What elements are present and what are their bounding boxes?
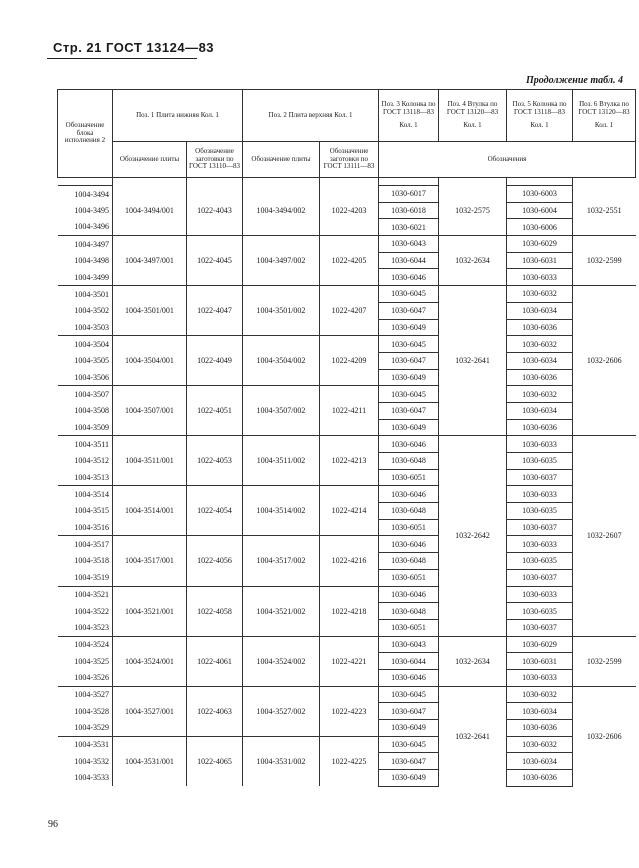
block-designation: 1004-3503 (74, 322, 109, 332)
col-block-header: Обозначение блока исполнения 2 (58, 90, 113, 178)
pos3-column: 1030-6049 (379, 770, 439, 787)
pos2-blank: 1022-4218 (320, 586, 379, 636)
pos6-bushing: 1032-2599 (573, 236, 636, 286)
pos1-blank: 1022-4053 (187, 436, 243, 486)
pos1-plate: 1004-3527/001 (113, 686, 187, 736)
pos5-column: 1030-6033 (507, 586, 573, 603)
pos5-column: 1030-6036 (507, 770, 573, 787)
pos2-plate: 1004-3504/002 (243, 336, 320, 386)
pos5-column: 1030-6036 (507, 319, 573, 336)
pos2-plate: 1004-3511/002 (243, 436, 320, 486)
block-designation: 1004-3516 (74, 522, 109, 532)
pos3-column: 1030-6047 (379, 402, 439, 419)
table-row (58, 486, 636, 503)
pos4-header: Поз. 4 Втулка по ГОСТ 13120—83 Кол. 1 (439, 90, 507, 142)
pos3-column: 1030-6018 (379, 202, 439, 219)
pos5-column: 1030-6036 (507, 369, 573, 386)
pos2-plate: 1004-3517/002 (243, 536, 320, 586)
pos2-blank: 1022-4214 (320, 486, 379, 536)
block-designation: 1004-3509 (74, 422, 109, 432)
pos5-column: 1030-6037 (507, 569, 573, 586)
table-row (58, 436, 636, 453)
pos1-blank-header: Обозначение заготовки по ГОСТ 13110—83 (187, 142, 243, 178)
block-designation: 1004-3495 (74, 206, 109, 216)
pos1-plate: 1004-3494/001 (113, 186, 187, 236)
pos2-plate: 1004-3524/002 (243, 636, 320, 686)
pos2-blank: 1022-4209 (320, 336, 379, 386)
page-number: 96 (48, 819, 58, 830)
pos2-blank: 1022-4203 (320, 186, 379, 236)
pos2-plate: 1004-3521/002 (243, 586, 320, 636)
pos3-column: 1030-6045 (379, 286, 439, 303)
pos5-column: 1030-6037 (507, 619, 573, 636)
pos1-blank: 1022-4058 (187, 586, 243, 636)
pos1-blank: 1022-4063 (187, 686, 243, 736)
pos2-blank: 1022-4221 (320, 636, 379, 686)
pos1-plate: 1004-3504/001 (113, 336, 187, 386)
pos5-column: 1030-6033 (507, 669, 573, 686)
pos4-bushing: 1032-2634 (439, 636, 507, 686)
pos5-column: 1030-6037 (507, 469, 573, 486)
pos2-blank: 1022-4223 (320, 686, 379, 736)
pos6-bushing: 1032-2606 (573, 286, 636, 436)
pos2-plate: 1004-3531/002 (243, 736, 320, 786)
table-row (58, 186, 636, 203)
pos3-column: 1030-6051 (379, 469, 439, 486)
pos3-column: 1030-6049 (379, 720, 439, 737)
block-designation: 1004-3529 (74, 723, 109, 733)
block-designation: 1004-3499 (74, 272, 109, 282)
pos5-column: 1030-6032 (507, 286, 573, 303)
pos3-column: 1030-6047 (379, 302, 439, 319)
pos2-header: Поз. 2 Плита верхняя Кол. 1 (243, 90, 379, 142)
pos3-column: 1030-6044 (379, 252, 439, 269)
pos3-column: 1030-6045 (379, 736, 439, 753)
block-designation: 1004-3521 (58, 586, 113, 603)
pos3-column: 1030-6017 (379, 186, 439, 203)
pos5-column: 1030-6032 (507, 736, 573, 753)
pos4-bushing: 1032-2641 (439, 686, 507, 786)
pos5-column: 1030-6032 (507, 336, 573, 353)
pos3-column: 1030-6047 (379, 352, 439, 369)
pos3-column: 1030-6043 (379, 636, 439, 653)
pos1-plate: 1004-3531/001 (113, 736, 187, 786)
block-designation: 1004-3501 (58, 286, 113, 303)
pos1-blank: 1022-4054 (187, 486, 243, 536)
pos2-plate: 1004-3501/002 (243, 286, 320, 336)
block-designation: 1004-3518 (74, 556, 109, 566)
pos1-blank: 1022-4049 (187, 336, 243, 386)
pos1-plate: 1004-3514/001 (113, 486, 187, 536)
pos3-column: 1030-6046 (379, 536, 439, 553)
pos3-column: 1030-6049 (379, 369, 439, 386)
pos5-column: 1030-6035 (507, 553, 573, 570)
block-designation: 1004-3502 (74, 306, 109, 316)
designation-header: Обозначения (379, 142, 636, 178)
pos1-blank: 1022-4051 (187, 386, 243, 436)
pos1-blank: 1022-4056 (187, 536, 243, 586)
block-designation: 1004-3504 (58, 336, 113, 353)
pos5-column: 1030-6034 (507, 352, 573, 369)
block-designation: 1004-3532 (74, 756, 109, 766)
block-designation: 1004-3496 (74, 222, 109, 232)
block-designation: 1004-3526 (74, 673, 109, 683)
pos2-blank: 1022-4225 (320, 736, 379, 786)
pos1-blank: 1022-4061 (187, 636, 243, 686)
pos3-column: 1030-6046 (379, 269, 439, 286)
pos3-header: Поз. 3 Колонка по ГОСТ 13118—83 Кол. 1 (379, 90, 439, 142)
pos3-column: 1030-6049 (379, 319, 439, 336)
pos3-column: 1030-6021 (379, 219, 439, 236)
pos3-column: 1030-6045 (379, 386, 439, 403)
pos4-bushing: 1032-2642 (439, 436, 507, 636)
pos5-header: Поз. 5 Колонка по ГОСТ 13118—83 Кол. 1 (507, 90, 573, 142)
pos5-column: 1030-6033 (507, 486, 573, 503)
pos6-bushing: 1032-2551 (573, 186, 636, 236)
pos2-blank-header: Обозначение заготовки по ГОСТ 13111—83 (320, 142, 379, 178)
table-row (58, 286, 636, 303)
pos3-column: 1030-6046 (379, 436, 439, 453)
block-designation: 1004-3533 (74, 773, 109, 783)
table-row (58, 386, 636, 403)
pos1-plate-header: Обозначение плиты (113, 142, 187, 178)
table-row (58, 736, 636, 753)
pos2-plate-header: Обозначение плиты (243, 142, 320, 178)
block-designation: 1004-3511 (58, 436, 113, 453)
block-designation: 1004-3517 (58, 536, 113, 553)
pos5-column: 1030-6033 (507, 269, 573, 286)
pos3-column: 1030-6045 (379, 336, 439, 353)
block-designation: 1004-3515 (74, 506, 109, 516)
pos2-plate: 1004-3494/002 (243, 186, 320, 236)
pos5-column: 1030-6029 (507, 636, 573, 653)
pos3-column: 1030-6047 (379, 753, 439, 770)
pos2-plate: 1004-3514/002 (243, 486, 320, 536)
pos5-column: 1030-6006 (507, 219, 573, 236)
pos5-column: 1030-6031 (507, 252, 573, 269)
block-designation: 1004-3508 (74, 406, 109, 416)
pos5-column: 1030-6034 (507, 753, 573, 770)
pos1-plate: 1004-3497/001 (113, 236, 187, 286)
pos1-plate: 1004-3517/001 (113, 536, 187, 586)
pos3-column: 1030-6051 (379, 619, 439, 636)
pos1-plate: 1004-3524/001 (113, 636, 187, 686)
pos4-bushing: 1032-2641 (439, 286, 507, 436)
pos1-blank: 1022-4047 (187, 286, 243, 336)
pos1-blank: 1022-4045 (187, 236, 243, 286)
block-designation: 1004-3528 (74, 706, 109, 716)
continuation-label: Продолжение табл. 4 (525, 75, 623, 86)
pos5-column: 1030-6033 (507, 436, 573, 453)
pos4-bushing: 1032-2634 (439, 236, 507, 286)
pos3-column: 1030-6046 (379, 486, 439, 503)
block-designation: 1004-3506 (74, 372, 109, 382)
pos3-column: 1030-6051 (379, 569, 439, 586)
pos3-column: 1030-6049 (379, 419, 439, 436)
table-row (58, 636, 636, 653)
pos5-column: 1030-6029 (507, 236, 573, 253)
block-designation: 1004-3505 (74, 356, 109, 366)
pos6-bushing: 1032-2599 (573, 636, 636, 686)
pos5-column: 1030-6036 (507, 419, 573, 436)
pos3-column: 1030-6045 (379, 686, 439, 703)
pos3-column: 1030-6048 (379, 603, 439, 620)
block-designation: 1004-3498 (74, 256, 109, 266)
block-designation: 1004-3531 (58, 736, 113, 753)
table-row (58, 586, 636, 603)
table-row (58, 336, 636, 353)
pos3-column: 1030-6043 (379, 236, 439, 253)
pos5-column: 1030-6032 (507, 686, 573, 703)
pos5-column: 1030-6034 (507, 703, 573, 720)
pos5-column: 1030-6034 (507, 402, 573, 419)
block-designation: 1004-3522 (74, 606, 109, 616)
pos2-blank: 1022-4211 (320, 386, 379, 436)
block-designation: 1004-3524 (58, 636, 113, 653)
pos5-column: 1030-6031 (507, 653, 573, 670)
pos6-header: Поз. 6 Втулка по ГОСТ 13120—83 Кол. 1 (573, 90, 636, 142)
pos5-column: 1030-6036 (507, 720, 573, 737)
block-designation: 1004-3519 (74, 572, 109, 582)
pos5-column: 1030-6035 (507, 453, 573, 470)
pos2-plate: 1004-3527/002 (243, 686, 320, 736)
pos2-blank: 1022-4213 (320, 436, 379, 486)
block-designation: 1004-3513 (74, 472, 109, 482)
pos3-column: 1030-6044 (379, 653, 439, 670)
block-designation: 1004-3494 (58, 186, 113, 203)
pos1-plate: 1004-3511/001 (113, 436, 187, 486)
pos1-blank: 1022-4043 (187, 186, 243, 236)
block-designation: 1004-3525 (74, 656, 109, 666)
block-designation: 1004-3507 (58, 386, 113, 403)
pos1-plate: 1004-3507/001 (113, 386, 187, 436)
pos5-column: 1030-6037 (507, 519, 573, 536)
pos3-column: 1030-6048 (379, 553, 439, 570)
table-row (58, 536, 636, 553)
header-rule (47, 58, 197, 59)
pos5-column: 1030-6032 (507, 386, 573, 403)
pos5-column: 1030-6033 (507, 536, 573, 553)
pos5-column: 1030-6034 (507, 302, 573, 319)
pos2-blank: 1022-4205 (320, 236, 379, 286)
pos6-bushing: 1032-2606 (573, 686, 636, 786)
pos3-column: 1030-6047 (379, 703, 439, 720)
block-designation: 1004-3497 (58, 236, 113, 253)
parts-table (57, 89, 636, 787)
pos5-column: 1030-6035 (507, 603, 573, 620)
pos2-plate: 1004-3507/002 (243, 386, 320, 436)
pos1-plate: 1004-3521/001 (113, 586, 187, 636)
page-header: Стр. 21 ГОСТ 13124—83 (53, 40, 215, 55)
pos5-column: 1030-6003 (507, 186, 573, 203)
pos2-blank: 1022-4216 (320, 536, 379, 586)
pos1-blank: 1022-4065 (187, 736, 243, 786)
table-row (58, 236, 636, 253)
pos3-column: 1030-6048 (379, 453, 439, 470)
pos3-column: 1030-6046 (379, 586, 439, 603)
pos5-column: 1030-6035 (507, 503, 573, 520)
pos5-column: 1030-6004 (507, 202, 573, 219)
block-designation: 1004-3514 (58, 486, 113, 503)
block-designation: 1004-3512 (74, 456, 109, 466)
table-row (58, 686, 636, 703)
pos3-column: 1030-6048 (379, 503, 439, 520)
pos3-column: 1030-6046 (379, 669, 439, 686)
pos4-bushing: 1032-2575 (439, 186, 507, 236)
pos3-column: 1030-6051 (379, 519, 439, 536)
pos6-bushing: 1032-2607 (573, 436, 636, 636)
pos1-header: Поз. 1 Плита нижняя Кол. 1 (113, 90, 243, 142)
pos2-plate: 1004-3497/002 (243, 236, 320, 286)
block-designation: 1004-3523 (74, 622, 109, 632)
block-designation: 1004-3527 (58, 686, 113, 703)
pos2-blank: 1022-4207 (320, 286, 379, 336)
pos1-plate: 1004-3501/001 (113, 286, 187, 336)
